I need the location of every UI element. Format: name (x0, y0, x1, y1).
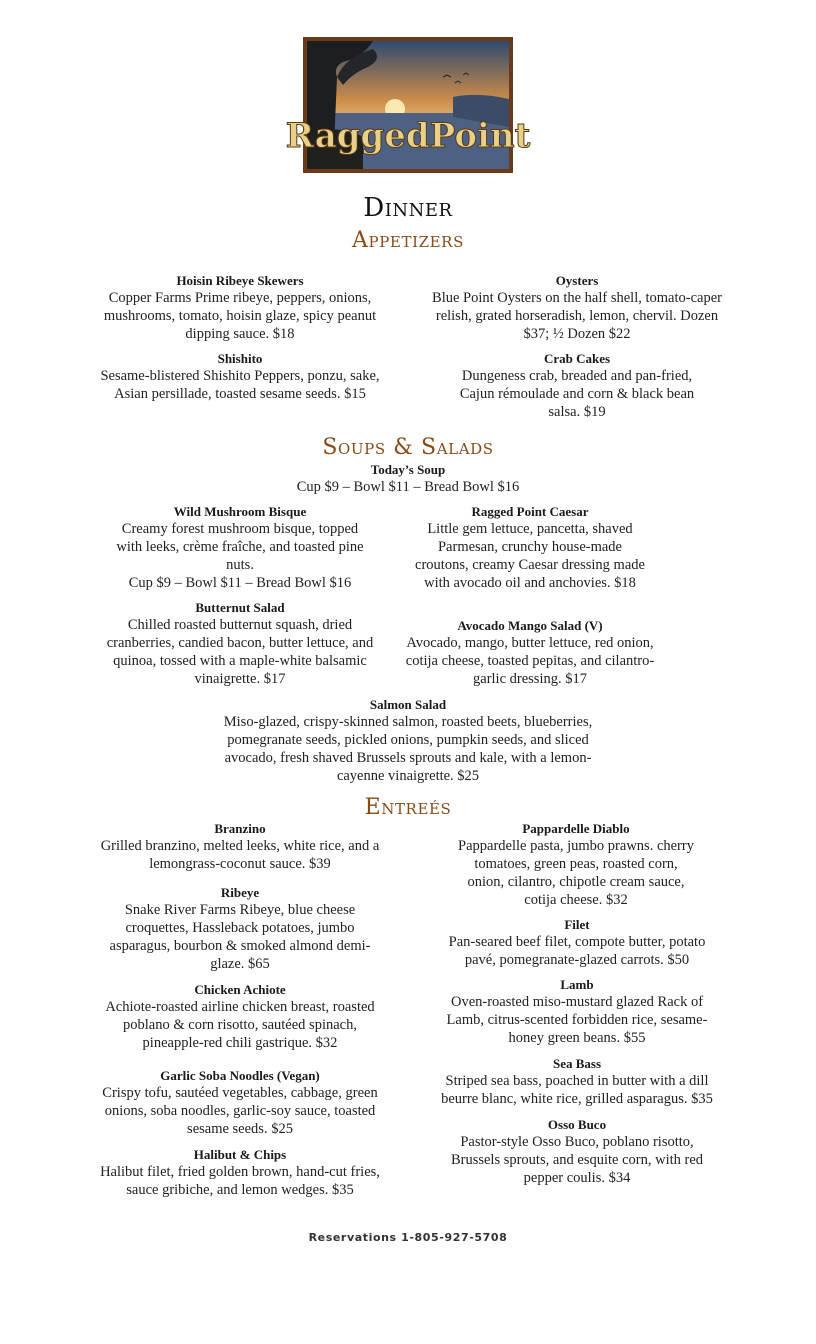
logo-text: RaggedPoint (285, 116, 531, 156)
item-name: Butternut Salad (195, 600, 285, 615)
item-name: Garlic Soba Noodles (Vegan) (160, 1068, 320, 1083)
item-name: Crab Cakes (543, 351, 611, 366)
menu-item (208, 696, 608, 785)
item-description: Sesame-blistered Shishito Peppers, ponzu, sake, Asian persillade, toasted sesame seeds. $15 (100, 368, 380, 402)
menu-item (98, 1067, 382, 1138)
menu-item (95, 820, 385, 873)
item-description: Snake River Farms Ribeye, blue cheese croquettes, Hassleback potatoes, jumbo asparagus, bourbon & smoked almond demi-glaze. $65 (109, 902, 371, 972)
item-name: Osso Buco (547, 1117, 607, 1132)
item-name: Wild Mushroom Bisque (173, 504, 307, 519)
item-description: Crispy tofu, sautéed vegetables, cabbage, green onions, soba noodles, garlic-soy sauce, toasted sesame seeds. $25 (102, 1085, 378, 1137)
menu-item (446, 350, 708, 421)
item-description: Grilled branzino, melted leeks, white rice, and a lemongrass-coconut sauce. $39 (100, 838, 380, 872)
item-name: Sea Bass (552, 1056, 602, 1071)
menu-item (95, 599, 385, 688)
menu-title: Dinner (363, 193, 453, 223)
item-name: Filet (564, 917, 590, 932)
item-description: Dungeness crab, breaded and pan-fried, Cajun rémoulade and corn & black bean salsa. $19 (459, 368, 695, 420)
item-name: Avocado Mango Salad (V) (457, 618, 603, 633)
item-name: Pappardelle Diablo (522, 821, 630, 836)
item-description: Avocado, mango, butter lettuce, red onion, cotija cheese, toasted pepitas, and cilantro-garlic dressing. $17 (405, 635, 655, 687)
reservations-phone: Reservations 1-805-927-5708 (308, 1231, 508, 1244)
section-entrees: Entreés (364, 795, 452, 820)
item-name: Today’s Soup (370, 462, 446, 477)
menu-item (412, 503, 648, 592)
item-name: Ribeye (220, 885, 260, 900)
item-name: Ragged Point Caesar (471, 504, 589, 519)
item-name: Oysters (555, 273, 599, 288)
menu-item (430, 1055, 724, 1108)
item-name: Chicken Achiote (194, 982, 286, 997)
item-description: Pastor-style Osso Buco, poblano risotto, Brussels sprouts, and esquite corn, with red pepper coulis. $34 (450, 1134, 704, 1186)
item-description: Achiote-roasted airline chicken breast, roasted poblano & corn risotto, sautéed spinach, pineapple-red chili gastrique. $32 (105, 999, 375, 1051)
restaurant-logo (285, 37, 531, 173)
item-description: Cup $9 – Bowl $11 – Bread Bowl $16 (296, 479, 520, 495)
menu-item (95, 981, 385, 1052)
item-name: Hoisin Ribeye Skewers (176, 273, 304, 288)
item-price: Cup $9 – Bowl $11 – Bread Bowl $16 (128, 575, 352, 591)
menu-item (108, 503, 372, 592)
item-name: Halibut & Chips (193, 1147, 287, 1162)
item-description: Oven-roasted miso-mustard glazed Rack of Lamb, citrus-scented forbidden rice, sesame-honey green beans. $55 (446, 994, 708, 1046)
menu-item (98, 884, 382, 973)
item-description: Halibut filet, fried golden brown, hand-cut fries, sauce gribiche, and lemon wedges. $35 (100, 1164, 380, 1198)
item-description: Little gem lettuce, pancetta, shaved Parmesan, crunchy house-made croutons, creamy Caesar dressing made with avocado oil and anchovies. $18 (415, 521, 645, 591)
item-name: Lamb (560, 977, 594, 992)
section-appetizers: Appetizers (352, 228, 464, 253)
menu-item (446, 1116, 708, 1187)
menu-item (397, 617, 663, 688)
menu-item (95, 272, 385, 343)
item-description: Miso-glazed, crispy-skinned salmon, roasted beets, blueberries, pomegranate seeds, pickled onions, pumpkin seeds, and sliced avocado, fresh shaved Brussels sprouts and kale, with a lemon-cayenne vinaigrette. $25 (223, 714, 593, 784)
menu-item (456, 820, 696, 909)
menu-item (432, 272, 722, 343)
item-description: Copper Farms Prime ribeye, peppers, onions, mushrooms, tomato, hoisin glaze, spicy peanut dipping sauce. $18 (103, 290, 377, 342)
item-description: Chilled roasted butternut squash, dried cranberries, candied bacon, butter lettuce, and quinoa, tossed with a maple-white balsamic vinaigrette. $17 (106, 617, 374, 687)
item-description: Pappardelle pasta, jumbo prawns. cherry tomatoes, green peas, roasted corn, onion, cilantro, chipotle cream sauce, cotija cheese. $32 (458, 838, 694, 908)
menu-item (432, 976, 722, 1047)
section-soups-salads: Soups & Salads (322, 435, 494, 460)
item-name: Branzino (214, 821, 266, 836)
item-description: Pan-seared beef filet, compote butter, potato pavé, pomegranate-glazed carrots. $50 (448, 934, 706, 968)
item-name: Shishito (217, 351, 263, 366)
item-description: Striped sea bass, poached in butter with a dill beurre blanc, white rice, grilled asparagus. $35 (441, 1073, 713, 1107)
item-description: Blue Point Oysters on the half shell, tomato-caper relish, grated horseradish, lemon, chervil. Dozen $37; ½ Dozen $22 (432, 290, 722, 342)
item-name: Salmon Salad (369, 697, 447, 712)
menu-item (432, 916, 722, 969)
menu-item (100, 350, 380, 403)
item-description: Creamy forest mushroom bisque, topped with leeks, crème fraîche, and toasted pine nuts. (116, 521, 364, 573)
menu-item (100, 1146, 380, 1199)
menu-item (258, 461, 558, 496)
logo-artwork (285, 37, 531, 173)
